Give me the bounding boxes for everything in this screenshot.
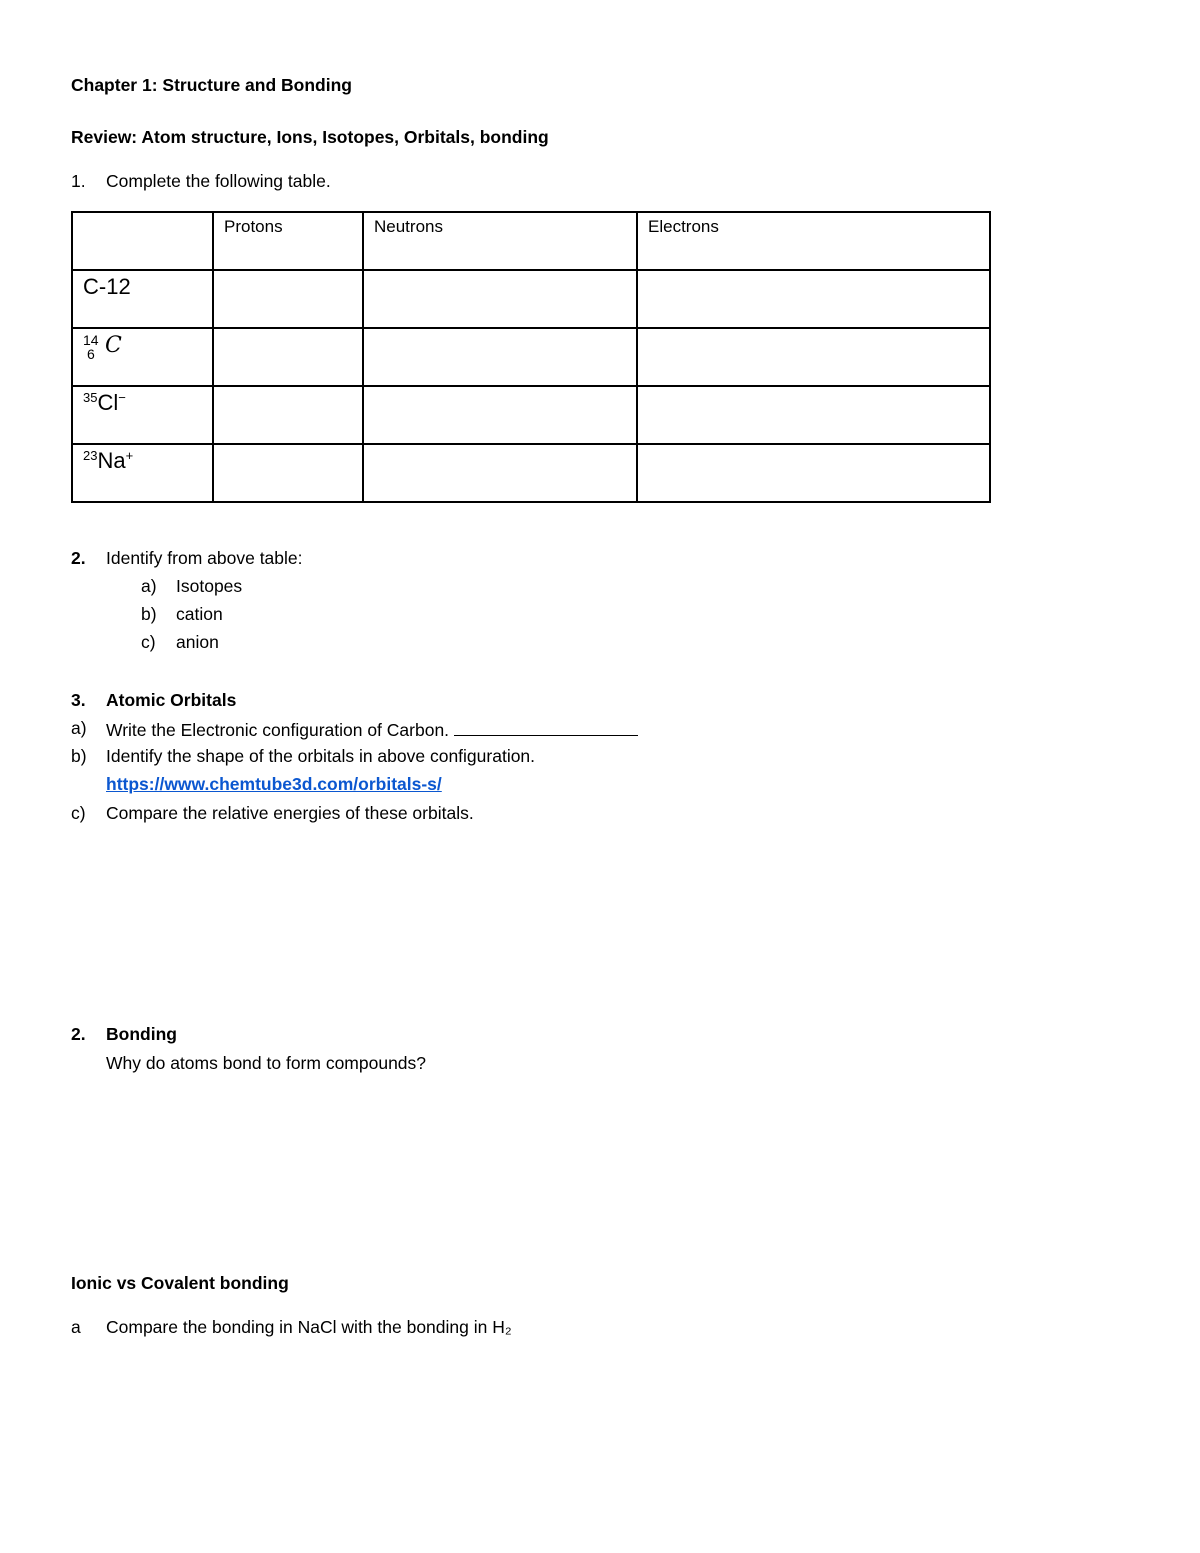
q3-title: Atomic Orbitals xyxy=(106,690,237,710)
table-cell[interactable] xyxy=(213,270,363,328)
q1-number: 1. xyxy=(71,171,86,191)
row-label-c14 xyxy=(72,328,213,386)
table-cell[interactable] xyxy=(213,444,363,502)
q3-item-a xyxy=(106,718,638,741)
element-symbol: Cl xyxy=(97,390,119,415)
chemtube-link[interactable]: https://www.chemtube3d.com/orbitals-s/ xyxy=(106,774,442,794)
ionic-marker: a xyxy=(71,1317,81,1337)
table-cell[interactable] xyxy=(363,328,637,386)
q3-marker-b: b) xyxy=(71,746,87,766)
table-cell[interactable] xyxy=(637,444,990,502)
q3-marker-a: a) xyxy=(71,718,87,738)
q3-item-b: Identify the shape of the orbitals in above configuration. xyxy=(106,746,536,766)
header-neutrons: Neutrons xyxy=(363,212,637,270)
q3-item-a-text: Write the Electronic configuration of Carbon. xyxy=(106,720,450,740)
q2-item-marker-a: a) xyxy=(141,576,157,596)
q2-item-anion: anion xyxy=(176,632,219,652)
q2-item-cation: cation xyxy=(176,604,223,624)
q3-item-c: Compare the relative energies of these orbitals. xyxy=(106,803,474,823)
q3-number: 3. xyxy=(71,690,86,710)
table-row xyxy=(72,386,990,444)
element-symbol: Na xyxy=(97,448,126,473)
ionic-covalent-title: Ionic vs Covalent bonding xyxy=(71,1273,289,1293)
table-row xyxy=(72,328,990,386)
table-row xyxy=(72,444,990,502)
table-header-row xyxy=(72,212,990,270)
answer-blank[interactable] xyxy=(454,718,638,736)
header-corner-cell xyxy=(72,212,213,270)
table-cell[interactable] xyxy=(213,328,363,386)
table-cell[interactable] xyxy=(363,444,637,502)
table-cell[interactable] xyxy=(637,386,990,444)
chapter-title: Chapter 1: Structure and Bonding xyxy=(71,75,352,95)
bonding-number: 2. xyxy=(71,1024,86,1044)
q1-text: Complete the following table. xyxy=(106,171,331,191)
row-label-na23 xyxy=(72,444,213,502)
mass-number: 14 xyxy=(83,332,99,348)
ion-charge: − xyxy=(118,390,126,405)
bonding-title: Bonding xyxy=(106,1024,177,1044)
table-cell[interactable] xyxy=(363,270,637,328)
header-protons: Protons xyxy=(213,212,363,270)
ionic-question: Compare the bonding in NaCl with the bonding in H₂ xyxy=(106,1317,512,1337)
q2-text: Identify from above table: xyxy=(106,548,303,568)
table-cell[interactable] xyxy=(363,386,637,444)
atomic-number: 6 xyxy=(87,346,95,362)
table-cell[interactable] xyxy=(213,386,363,444)
table-cell[interactable] xyxy=(637,328,990,386)
mass-number: 23 xyxy=(83,448,98,463)
ion-charge: + xyxy=(125,448,134,463)
mass-number: 35 xyxy=(83,390,98,405)
q2-item-marker-c: c) xyxy=(141,632,156,652)
row-label-cl35 xyxy=(72,386,213,444)
table-cell[interactable] xyxy=(637,270,990,328)
review-line: Review: Atom structure, Ions, Isotopes, Orbitals, bonding xyxy=(71,127,549,147)
table-row xyxy=(72,270,990,328)
element-symbol: C xyxy=(105,333,122,358)
header-electrons: Electrons xyxy=(637,212,990,270)
row-label-c12: C-12 xyxy=(72,270,213,328)
q2-number: 2. xyxy=(71,548,86,568)
q3-marker-c: c) xyxy=(71,803,86,823)
atom-table xyxy=(71,211,991,503)
q2-item-isotopes: Isotopes xyxy=(176,576,243,596)
bonding-question: Why do atoms bond to form compounds? xyxy=(106,1053,427,1073)
q2-item-marker-b: b) xyxy=(141,604,157,624)
